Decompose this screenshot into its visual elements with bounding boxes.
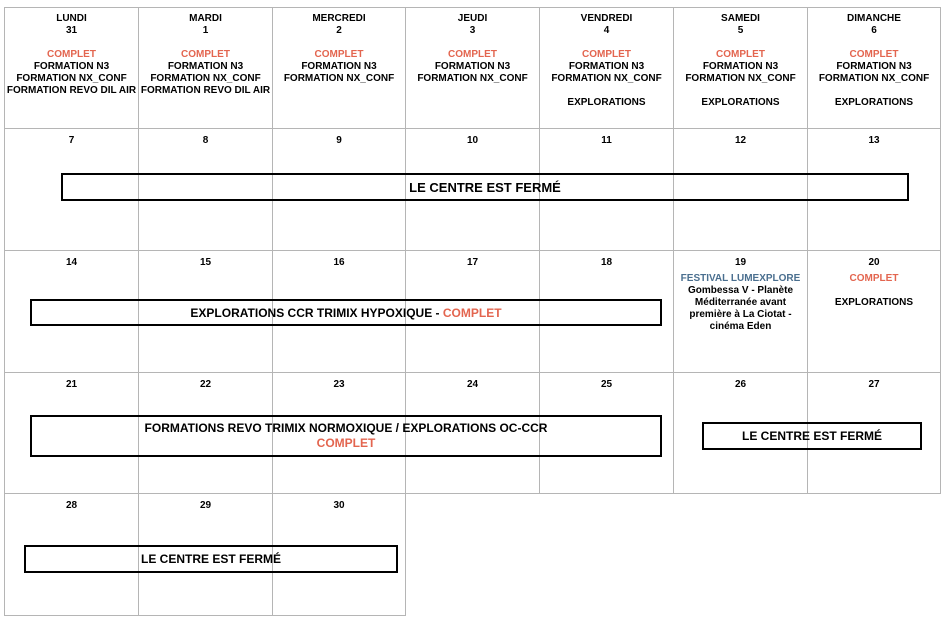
banner-label	[32, 306, 660, 320]
event-line: FORMATION NX_CONF	[551, 73, 662, 84]
event-line: FORMATION NX_CONF	[150, 73, 261, 84]
event-line: FORMATION N3	[301, 61, 377, 72]
event-line: FORMATION REVO DIL AIR	[6, 85, 137, 96]
day-number: 10	[466, 135, 479, 146]
day-number: 20	[868, 257, 880, 268]
event-line: FORMATION NX_CONF	[417, 73, 528, 84]
explorations-banner[interactable]	[30, 299, 662, 326]
day-number: 24	[466, 379, 479, 390]
day-number: 23	[333, 379, 345, 390]
day-number: 9	[336, 135, 342, 146]
event-line: FORMATION NX_CONF	[685, 73, 796, 84]
day-cell-19[interactable]	[673, 250, 808, 373]
complet-label: COMPLET	[849, 273, 899, 284]
event-line: EXPLORATIONS	[701, 97, 780, 108]
banner-label: LE CENTRE EST FERMÉ	[140, 552, 281, 566]
event-line: FORMATION NX_CONF	[818, 73, 930, 84]
event-line: FORMATION N3	[702, 61, 779, 72]
day-number: 17	[466, 257, 479, 268]
event-line: FORMATION N3	[568, 61, 645, 72]
day-number: 11	[601, 135, 612, 146]
day-cell-lundi-31[interactable]	[4, 7, 139, 129]
day-number: 21	[65, 379, 78, 390]
day-cell-dimanche-6[interactable]	[807, 7, 941, 129]
day-events	[674, 49, 807, 109]
complet-label: COMPLET	[442, 305, 502, 320]
festival-description: Gombessa V - Planète Méditerranée avant première à La Ciotat - cinéma Eden	[687, 285, 794, 332]
spacer	[808, 85, 940, 97]
day-number: 13	[868, 135, 880, 146]
day-events	[139, 49, 272, 97]
day-name: MERCREDI	[312, 13, 366, 24]
day-number: 30	[333, 500, 345, 511]
day-events	[5, 49, 138, 97]
closed-banner[interactable]	[702, 422, 922, 450]
day-number: 2	[336, 25, 342, 36]
event-line: FORMATION NX_CONF	[16, 73, 127, 84]
complet-label: COMPLET	[181, 49, 230, 60]
day-number: 19	[734, 257, 747, 268]
day-name: SAMEDI	[721, 13, 760, 24]
complet-label: COMPLET	[314, 49, 364, 60]
day-name: JEUDI	[457, 13, 488, 24]
event-line: FORMATION N3	[33, 61, 110, 72]
complet-label: COMPLET	[47, 49, 96, 60]
day-number: 15	[199, 257, 212, 268]
day-number: 28	[65, 500, 78, 511]
event-line: FORMATION N3	[167, 61, 244, 72]
day-number: 8	[202, 135, 209, 146]
day-number: 14	[65, 257, 78, 268]
spacer	[540, 85, 673, 97]
day-cell-mercredi-2[interactable]	[272, 7, 406, 129]
closed-banner[interactable]	[24, 545, 398, 573]
day-events	[540, 49, 673, 109]
banner-label: LE CENTRE EST FERMÉ	[409, 179, 561, 195]
day-number: 3	[469, 25, 476, 36]
day-name: DIMANCHE	[847, 13, 901, 24]
day-number: 12	[734, 135, 747, 146]
banner-text: EXPLORATIONS CCR TRIMIX HYPOXIQUE -	[190, 305, 443, 320]
complet-label: COMPLET	[849, 49, 899, 60]
day-name: LUNDI	[56, 13, 87, 24]
day-number: 25	[600, 379, 613, 390]
day-number: 29	[199, 500, 212, 511]
day-number: 22	[199, 379, 212, 390]
day-number: 5	[737, 25, 744, 36]
day-number: 7	[68, 135, 75, 146]
closed-banner[interactable]	[61, 173, 909, 201]
festival-title: FESTIVAL LUMEXPLORE	[680, 273, 801, 284]
complet-label: COMPLET	[582, 49, 631, 60]
event-line: EXPLORATIONS	[834, 97, 914, 108]
day-number: 16	[333, 257, 345, 268]
event-line: FORMATION NX_CONF	[283, 73, 395, 84]
day-number: 1	[202, 25, 209, 36]
day-events	[406, 49, 539, 85]
event-line: FORMATION N3	[434, 61, 511, 72]
complet-label: COMPLET	[448, 49, 497, 60]
event-line: FORMATION N3	[836, 61, 912, 72]
day-number: 27	[868, 379, 880, 390]
day-number: 4	[603, 25, 610, 36]
day-cell-jeudi-3[interactable]	[405, 7, 540, 129]
day-number: 18	[600, 257, 613, 268]
banner-label: FORMATIONS REVO TRIMIX NORMOXIQUE / EXPLORATIONS OC-CCR	[144, 421, 548, 435]
day-events	[808, 49, 940, 109]
day-number: 31	[65, 25, 78, 36]
event-line: FORMATION REVO DIL AIR	[140, 85, 271, 96]
formations-banner[interactable]	[30, 415, 662, 457]
complet-label: COMPLET	[316, 436, 376, 450]
day-cell-mardi-1[interactable]	[138, 7, 273, 129]
complet-label: COMPLET	[716, 49, 765, 60]
event-line: EXPLORATIONS	[567, 97, 646, 108]
day-cell-20[interactable]	[807, 250, 941, 373]
day-name: MARDI	[189, 13, 222, 24]
day-number: 6	[871, 25, 877, 36]
day-cell-samedi-5[interactable]	[673, 7, 808, 129]
spacer	[674, 85, 807, 97]
day-number: 26	[734, 379, 747, 390]
day-events	[273, 49, 405, 85]
banner-label: LE CENTRE EST FERMÉ	[741, 429, 882, 443]
day-name: VENDREDI	[580, 13, 633, 24]
day-cell-vendredi-4[interactable]	[539, 7, 674, 129]
event-line: EXPLORATIONS	[834, 297, 914, 308]
